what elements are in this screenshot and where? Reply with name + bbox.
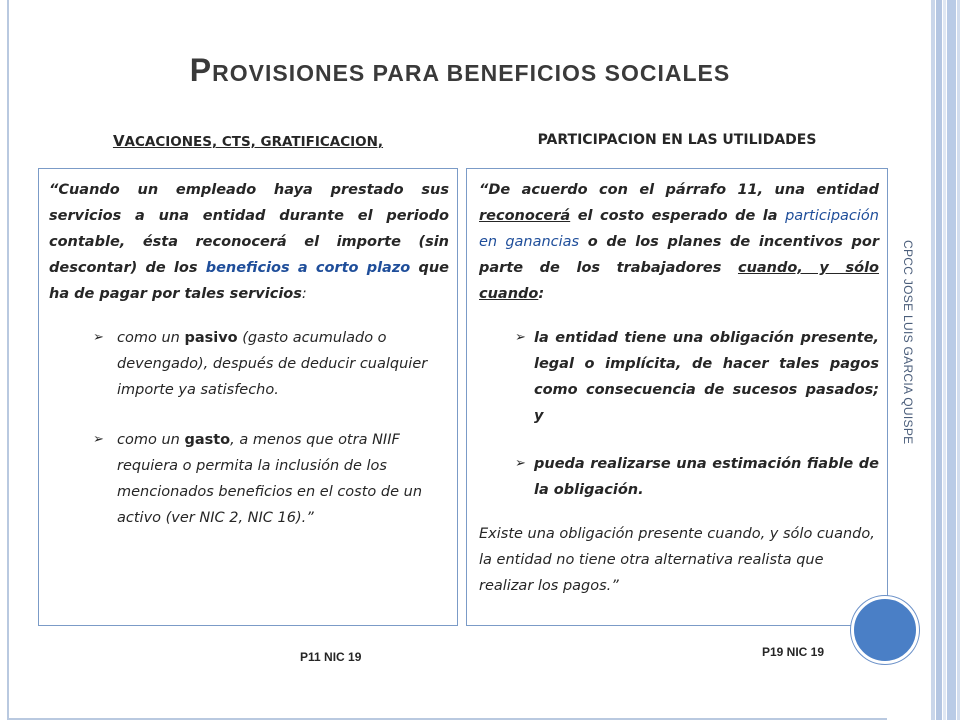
slide-title: PROVISIONES PARA BENEFICIOS SOCIALES (189, 52, 731, 88)
left-text-panel (38, 168, 458, 626)
right-quote: “De acuerdo con el párrafo 11, una entidad reconocerá el costo esperado de la participación en ganancias o de los planes de incentivos por parte de los trabajadores cuando, y sólo cuando: (479, 182, 880, 302)
right-column-heading: PARTICIPACION EN LAS UTILIDADES (537, 132, 817, 148)
slide-left-border (7, 0, 9, 720)
right-bullet-list (479, 325, 879, 503)
left-quote: “Cuando un empleado haya prestado sus servicios a una entidad durante el periodo contable, ésta reconocerá el importe (sin descontar) de los beneficios a corto plazo que ha de pagar por tales servicios: (49, 182, 449, 302)
arrow-bullet-icon: ➢ (93, 330, 104, 345)
right-closing-text: Existe una obligación presente cuando, y sólo cuando, la entidad no tiene otra alternativa realista que realizar los pagos.” (479, 526, 875, 594)
right-text-panel (466, 168, 888, 626)
right-reference: P19 NIC 19 (762, 645, 825, 659)
arrow-bullet-icon: ➢ (93, 432, 104, 447)
arrow-bullet-icon: ➢ (515, 330, 526, 345)
left-column-heading: VACACIONES, CTS, GRATIFICACION, (112, 132, 384, 150)
left-reference: P11 NIC 19 (300, 650, 362, 664)
arrow-bullet-icon: ➢ (515, 456, 526, 471)
list-item: ➢ como un pasivo (gasto acumulado o devengado), después de deducir cualquier importe ya satisfecho. (49, 325, 449, 403)
list-item: ➢ la entidad tiene una obligación presente, legal o implícita, de hacer tales pagos como consecuencia de sucesos pasados; y (479, 325, 879, 429)
list-item: ➢ pueda realizarse una estimación fiable de la obligación. (479, 451, 879, 503)
author-vertical-text: CPCC JOSE LUIS GARCIA QUISPE (901, 240, 915, 445)
list-item: ➢ como un gasto, a menos que otra NIIF requiera o permita la inclusión de los mencionados beneficios en el costo de un activo (ver NIC 2, NIC 16).” (49, 427, 449, 531)
left-bullet-list (49, 325, 449, 531)
blue-circle-decoration (851, 596, 919, 664)
